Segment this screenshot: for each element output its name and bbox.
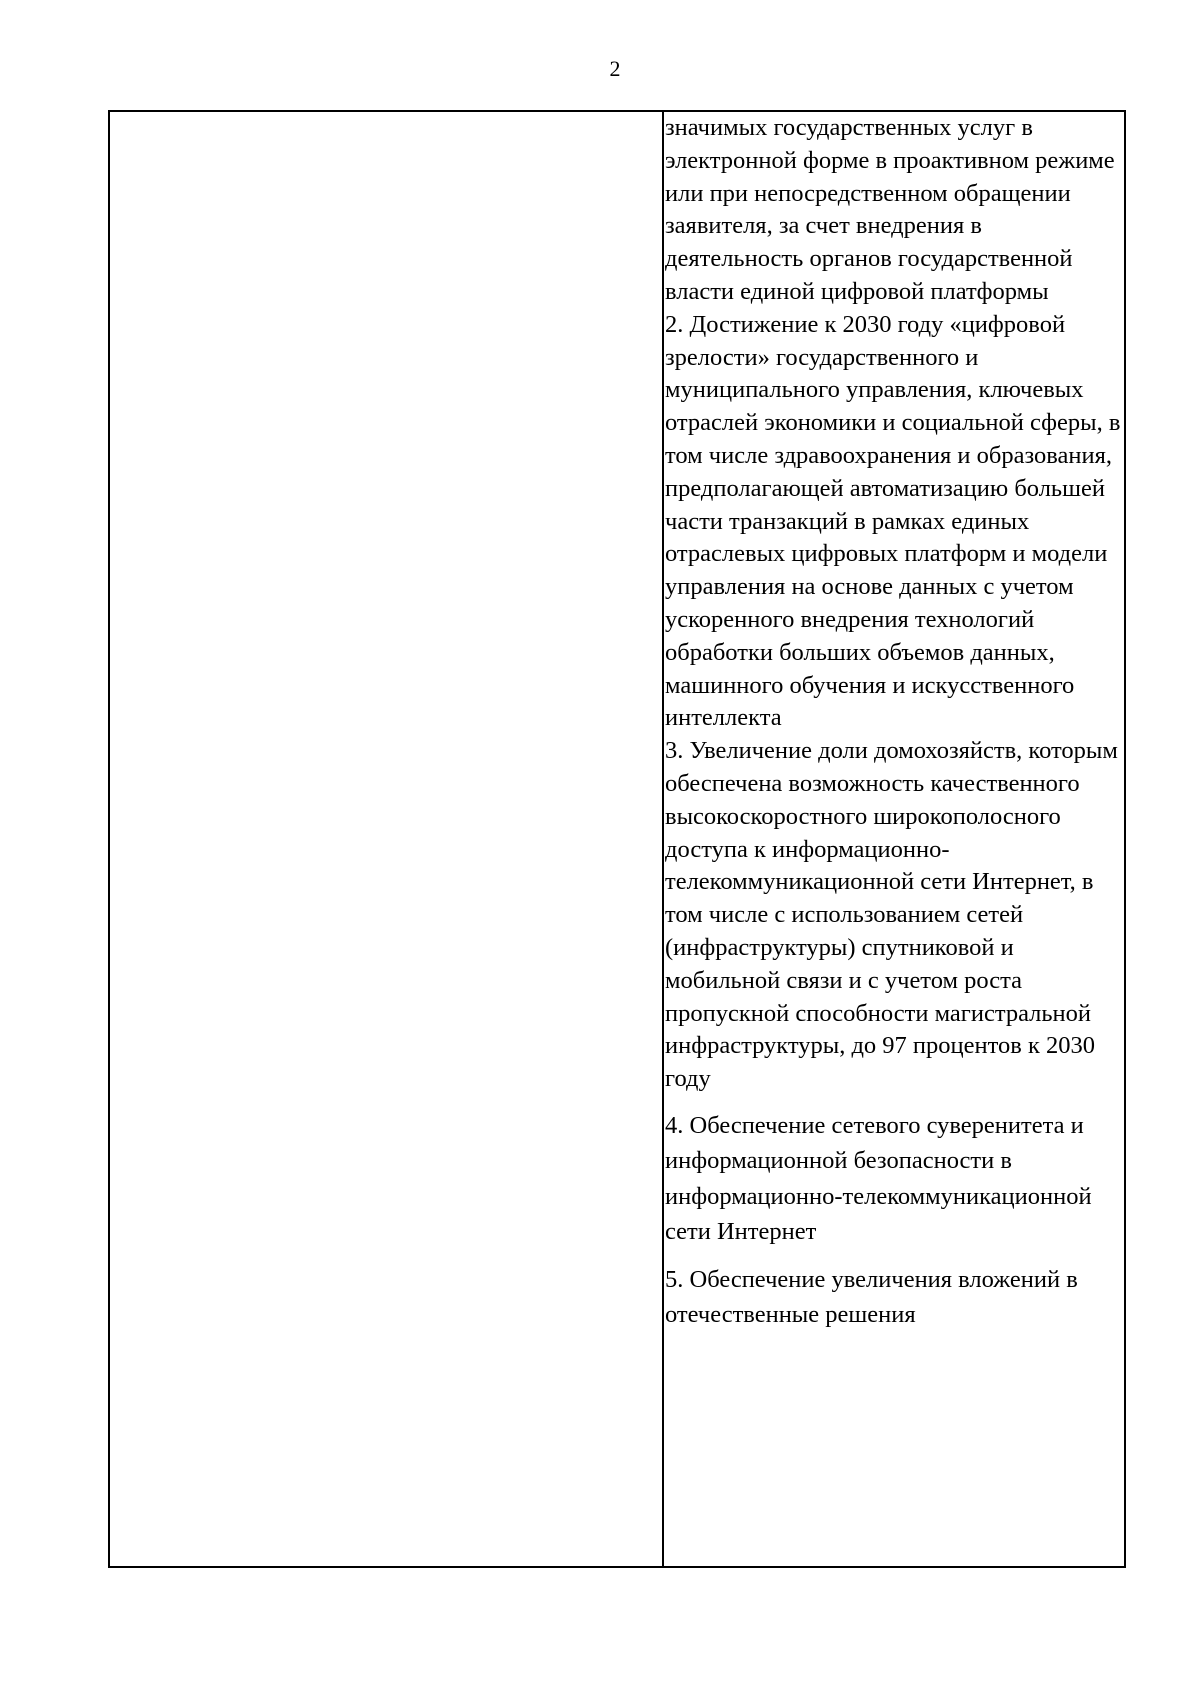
page-number: 2 (609, 56, 621, 81)
table-cell-right (663, 111, 1125, 1567)
paragraph-5: 5. Обеспечение увеличения вложений в отечественные решения (665, 1265, 1078, 1329)
paragraph-4: 4. Обеспечение сетевого суверенитета и информационной безопасности в информационно-телекоммуникационной сети Интернет (665, 1111, 1092, 1246)
paragraph-3: 3. Увеличение доли домохозяйств, которым обеспечена возможность качественного высокоскоростного широкополосного доступа к информационно-телекоммуникационной сети Интернет, в том числе с использованием сетей (инфраструктуры) спутниковой и мобильной связи и с учетом роста пропускной способности магистральной инфраструктуры, до 97 процентов к 2030 году (665, 737, 1118, 1093)
paragraph-2: 2. Достижение к 2030 году «цифровой зрелости» государственного и муниципального управления, ключевых отраслей экономики и социальной сферы, в том числе здравоохранения и образования, предполагающей автоматизацию большей части транзакций в рамках единых отраслевых цифровых платформ и модели управления на основе данных с учетом ускоренного внедрения технологий обработки больших объемов данных, машинного обучения и искусственного интеллекта (665, 310, 1121, 732)
document-table (108, 110, 1126, 1568)
right-cell-content (664, 112, 1124, 1333)
paragraph-1: значимых государственных услуг в электронной форме в проактивном режиме или при непосредственном обращении заявителя, за счет внедрения в деятельность органов государственной власти единой цифровой платформы (665, 114, 1115, 305)
table-row (109, 111, 1125, 1567)
table-cell-left (109, 111, 663, 1567)
